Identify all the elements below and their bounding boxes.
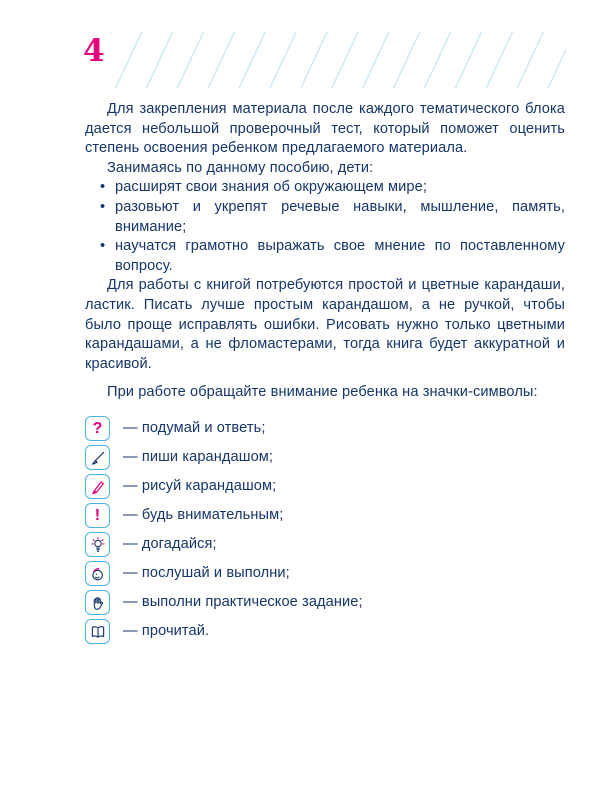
bullet-marker: •	[100, 179, 106, 196]
book-icon	[85, 619, 110, 644]
paragraph-symbols-lead: При работе обращайте внимание ребенка на значки-символы:	[107, 384, 538, 401]
legend-label: — рисуй карандашом;	[123, 478, 277, 495]
page-number: 4	[83, 33, 105, 69]
legend-item	[85, 503, 565, 529]
pencil-icon	[85, 474, 110, 499]
list-item-text: расширят свои знания об окружающем мире;	[115, 179, 428, 196]
bullet-marker: •	[100, 238, 106, 255]
paragraph-materials: Для работы с книгой потребуются простой и цветные карандаши, ластик. Писать лучше простым карандашом, а не ручкой, чтобы было проще исправлять ошибки. Рисовать нужно только цветными карандашами, а не фломастерами, тогда книга будет аккуратной и красивой.	[85, 277, 565, 372]
legend-label: — подумай и ответь;	[123, 420, 266, 437]
benefits-list	[85, 178, 565, 276]
legend-label: — выполни практическое задание;	[123, 594, 363, 611]
legend-item	[85, 532, 565, 558]
list-item	[85, 237, 565, 276]
exclamation-glyph: !	[94, 506, 101, 524]
legend-item	[85, 416, 565, 442]
paragraph-benefits-lead: Занимаясь по данному пособию, дети:	[107, 159, 374, 176]
symbols-legend	[85, 416, 565, 645]
pen-icon	[85, 445, 110, 470]
legend-item	[85, 445, 565, 471]
page-content	[85, 100, 565, 648]
legend-label: — послушай и выполни;	[123, 565, 290, 582]
paragraph-test-info: Для закрепления материала после каждого тематического блока дается небольшой проверочный тест, который поможет оценить степень освоения ребенком предлагаемого материала.	[85, 101, 565, 157]
bullet-marker: •	[100, 198, 106, 215]
hand-icon	[85, 590, 110, 615]
legend-item	[85, 474, 565, 500]
legend-item	[85, 590, 565, 616]
listen-face-icon	[85, 561, 110, 586]
legend-label: — пиши карандашом;	[123, 449, 274, 466]
list-item-text: научатся грамотно выражать свое мнение по поставленному вопросу.	[115, 238, 565, 274]
list-item-text: разовьют и укрепят речевые навыки, мышление, память, внимание;	[115, 198, 565, 235]
legend-item	[85, 561, 565, 587]
list-item	[85, 178, 565, 198]
legend-label: — прочитай.	[123, 623, 210, 640]
legend-item	[85, 619, 565, 645]
legend-label: — догадайся;	[123, 536, 217, 553]
exclamation-icon	[85, 503, 110, 528]
bulb-icon	[85, 532, 110, 557]
question-glyph: ?	[92, 419, 103, 437]
legend-label: — будь внимательным;	[123, 507, 284, 524]
handwriting-guide-lines	[110, 32, 566, 88]
list-item	[85, 198, 565, 237]
question-icon	[85, 416, 110, 441]
